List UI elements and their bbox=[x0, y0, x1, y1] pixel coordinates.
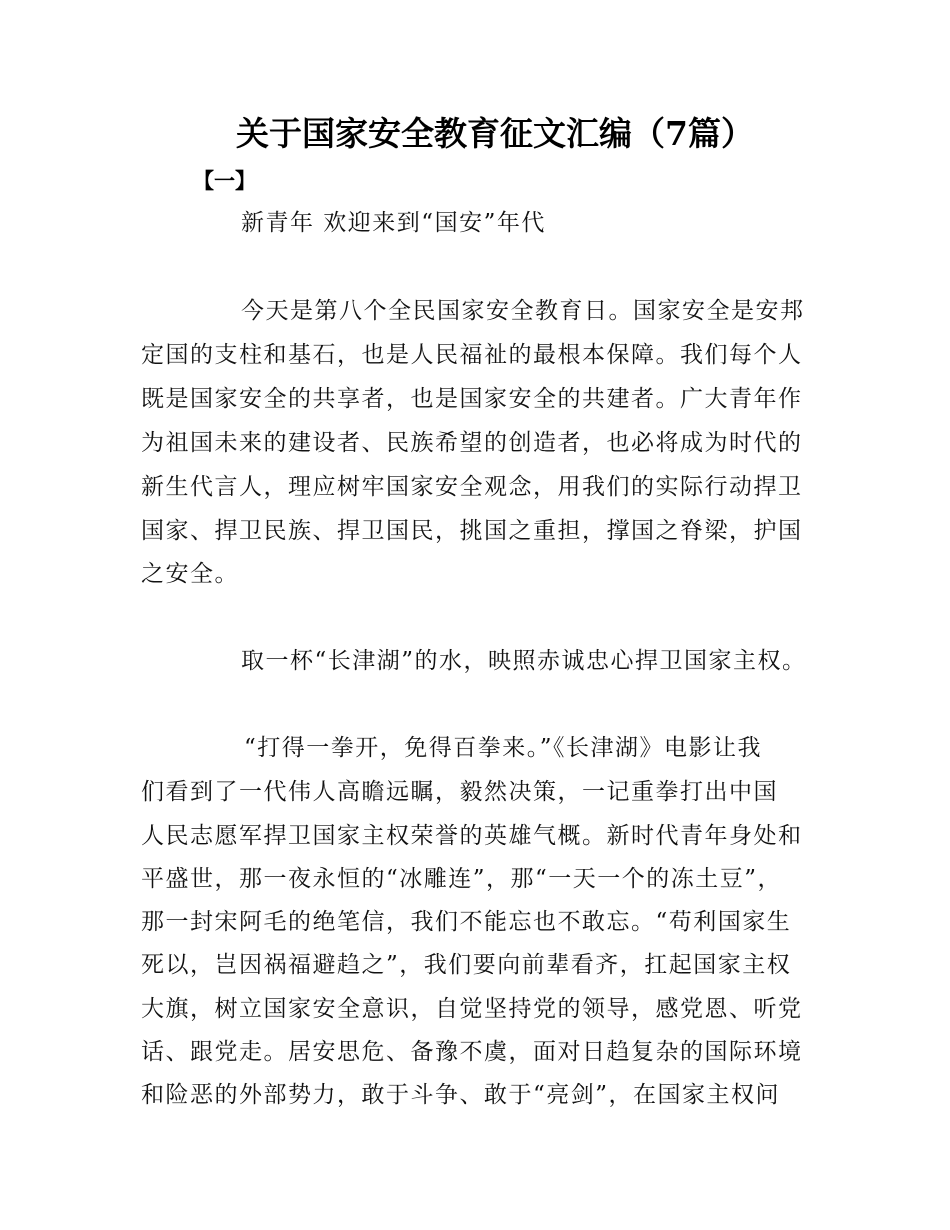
paragraph1-line: 为祖国未来的建设者、民族希望的创造者，也必将成为时代的 bbox=[141, 430, 803, 456]
paragraph1-line: 今天是第八个全民国家安全教育日。国家安全是安邦 bbox=[241, 298, 805, 324]
paragraph2-line: 话、跟党走。居安思危、备豫不虞，面对日趋复杂的国际环境 bbox=[141, 1039, 803, 1065]
paragraph2-line: 和险恶的外部势力，敢于斗争、敢于“亮剑”，在国家主权问 bbox=[141, 1082, 781, 1108]
section-heading: 取一杯“长津湖”的水，映照赤诚忠心捍卫国家主权。 bbox=[241, 648, 807, 674]
paragraph1-line: 既是国家安全的共享者，也是国家安全的共建者。广大青年作 bbox=[141, 386, 803, 412]
paragraph2-line: 人民志愿军捍卫国家主权荣誉的英雄气概。新时代青年身处和 bbox=[141, 823, 803, 849]
paragraph1-line: 定国的支柱和基石，也是人民福祉的最根本保障。我们每个人 bbox=[141, 342, 803, 368]
paragraph2-line: 平盛世，那一夜永恒的“冰雕连”，那“一天一个的冻土豆”， bbox=[141, 866, 783, 892]
document-title: 关于国家安全教育征文汇编（7篇） bbox=[236, 114, 754, 153]
section-marker: 【一】 bbox=[193, 169, 256, 193]
article-subtitle: 新青年 欢迎来到“国安”年代 bbox=[241, 210, 546, 236]
paragraph1-line: 国家、捍卫民族、捍卫国民，挑国之重担，撑国之脊梁，护国 bbox=[141, 518, 803, 544]
paragraph2-line: “打得一拳开，免得百拳来。”《长津湖》电影让我 bbox=[244, 735, 763, 761]
paragraph2-line: 死以，岂因祸福避趋之”，我们要向前辈看齐，扛起国家主权 bbox=[141, 952, 792, 978]
paragraph1-line: 之安全。 bbox=[141, 561, 239, 587]
paragraph2-line: 大旗，树立国家安全意识，自觉坚持党的领导，感党恩、听党 bbox=[141, 996, 803, 1022]
paragraph1-line: 新生代言人，理应树牢国家安全观念，用我们的实际行动捍卫 bbox=[141, 474, 803, 500]
paragraph2-line: 那一封宋阿毛的绝笔信，我们不能忘也不敢忘。“苟利国家生 bbox=[141, 909, 792, 935]
paragraph2-line: 们看到了一代伟人高瞻远瞩，毅然决策，一记重拳打出中国 bbox=[141, 779, 778, 805]
